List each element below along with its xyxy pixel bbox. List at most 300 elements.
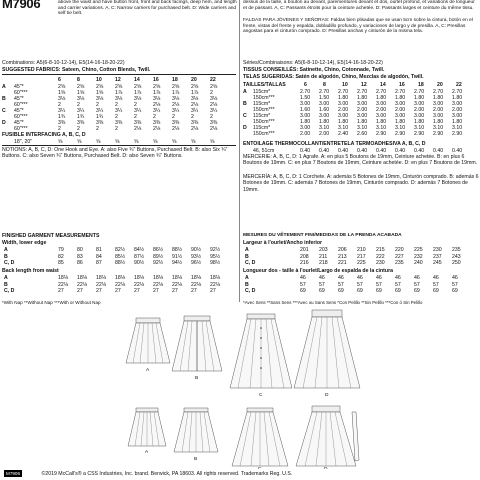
table-cell: 2 [210, 90, 213, 96]
size-header-cell: 14 [380, 82, 386, 88]
table-cell: 95½ [210, 253, 221, 260]
table-cell: 2⅝ [115, 84, 123, 90]
row-view: B [4, 281, 8, 288]
row-width: 115cm* [253, 113, 271, 119]
table-cell: 22⅛ [77, 281, 88, 288]
table-cell: 18⅛ [58, 275, 69, 281]
table-cell: 27 [115, 288, 121, 294]
table-cell: 18⅛ [96, 275, 107, 281]
table-cell: 225 [414, 247, 423, 253]
table-cell: 3.00 [300, 113, 311, 119]
table-cell: 2.60 [357, 131, 368, 137]
table-cell: 227 [395, 253, 404, 260]
table-cell: ⅝ [153, 139, 158, 145]
size-header-cell: 8 [323, 82, 326, 88]
table-cell: 2⅝ [210, 84, 218, 90]
table-cell: 3⅜ [77, 120, 85, 126]
table-cell: 69 [319, 288, 325, 294]
view-label: A [145, 450, 149, 455]
table-cell: 2 [96, 102, 99, 108]
table-cell: 2 [210, 114, 213, 120]
table-cell: 3.00 [319, 113, 330, 119]
table-cell: 1⅞ [172, 90, 180, 96]
table-cell: ⅝ [96, 139, 101, 145]
table-cell: 1.80 [395, 95, 406, 101]
table-cell: 18⅛ [77, 275, 88, 281]
table-cell: 82 [58, 253, 64, 260]
table-cell: 2 [77, 126, 80, 132]
table-cell: 46 [376, 275, 382, 281]
row-width: 150cm*** [253, 107, 275, 113]
table-cell: 2 [115, 114, 118, 120]
table-cell: 91½ [172, 253, 183, 260]
view-label: C [259, 393, 263, 398]
table-cell: 3⅛ [58, 96, 66, 102]
table-cell: 218 [319, 260, 328, 266]
table-cell: 0.40 [338, 148, 349, 154]
table-cell: 3.10 [395, 125, 406, 131]
view-a-back-drawing [128, 408, 166, 455]
table-cell: 2⅛ [191, 102, 199, 108]
finished-title-en: FINISHED GARMENT MEASUREMENTS [2, 233, 100, 239]
table-cell: 1.80 [376, 95, 387, 101]
table-cell: 1.60 [319, 107, 330, 113]
table-cell: 3.10 [338, 125, 349, 131]
table-cell: 3⅛ [153, 96, 161, 102]
table-cell: 2.70 [376, 89, 387, 95]
table-cell: 1⅞ [134, 90, 142, 96]
table-cell: 2⅛ [191, 126, 199, 132]
description-fr: dessus de la taille, à bouton au devant, parementures devant et dos, ourlet profond, et variations de longueur et de passant. A, C: Passants étroits pour la ceinture achetée. D: Passants larges et ceinture du même tissu. [243, 0, 475, 11]
table-cell: 18⅛ [134, 275, 145, 281]
table-cell: 1.80 [452, 119, 463, 125]
table-cell: 0.40 [433, 148, 444, 154]
table-cell: 3¼ [134, 108, 142, 114]
table-cell: 235 [452, 247, 461, 253]
table-cell: 1⅞ [115, 90, 123, 96]
table-cell: 18⅛ [115, 275, 126, 281]
table-cell: 225 [357, 260, 366, 266]
suggested-fabrics: SUGGESTED FABRICS: Sateen, Chino, Cotton Blends, Twill. [2, 67, 151, 73]
table-cell: 57 [300, 281, 306, 288]
view-label: B [195, 376, 199, 381]
row-view: A [245, 275, 249, 281]
table-cell: 1.60 [300, 107, 311, 113]
size-header-cell: 22 [210, 77, 216, 83]
view-label: A [146, 368, 150, 373]
table-cell: 2.00 [300, 131, 311, 137]
size-header-cell: 12 [115, 77, 121, 83]
table-cell: 206 [338, 247, 347, 253]
row-view: D [243, 125, 247, 131]
view-a-front-drawing [126, 318, 170, 373]
size-header-cell: 16 [399, 82, 405, 88]
mercerie: MERCERIE: A, B, C, D: 1 Agrafe. A: en plus 5 Boutons de 19mm, Ceinture achetée. B: en plus 6 Boutons de 19mm. C: en plus 7 Boutons de 19mm, Ceinture achetée. D: en plus 7 Boutons de 19mm. [243, 154, 478, 167]
table-cell: 2⅛ [210, 102, 218, 108]
table-cell: 2.70 [338, 89, 349, 95]
table-cell: 69 [395, 288, 401, 294]
table-cell: 27 [153, 288, 159, 294]
table-cell: 3.00 [357, 113, 368, 119]
table-cell: 2 [58, 102, 61, 108]
table-cell: 2⅝ [58, 84, 66, 90]
table-cell: 46 [319, 275, 325, 281]
row-width: 60"*** [14, 90, 28, 96]
table-cell: 3¼ [58, 108, 66, 114]
table-cell: 86½ [153, 247, 164, 253]
tie-belt-drawing [352, 412, 359, 461]
table-cell: 46 [300, 275, 306, 281]
table-cell: 46 [452, 275, 458, 281]
table-cell: 80 [77, 247, 83, 253]
table-cell: 203 [319, 247, 328, 253]
description-es: FALDAS PARA JÓVENES Y SEÑORAS: Faldas bien plisadas que se usan 5cm sobre la cintura, botón en el frente, vistas del frente y espalda, dobladillo profundo, y variaciones de largo y de presilla. A, C: Presillas angostas para el cinturón comprado. D: Presillas anchas y cinturón de la misma tela. [243, 18, 473, 35]
row-width: 46, 51cm [253, 148, 275, 154]
table-cell: 27 [77, 288, 83, 294]
table-cell: 2⅝ [153, 84, 161, 90]
table-cell: 88½ [115, 260, 126, 266]
table-cell: 22⅛ [172, 281, 183, 288]
table-cell: 3¼ [153, 108, 161, 114]
table-cell: 230 [433, 247, 442, 253]
row-width: 150cm*** [253, 95, 275, 101]
row-width: 150cm*** [253, 131, 275, 137]
size-header-cell: 20 [191, 77, 197, 83]
table-cell: 201 [300, 247, 309, 253]
table-cell: 82½ [115, 247, 126, 253]
size-label-fr: TAILLES/TALLAS [243, 82, 286, 88]
table-cell: 3.10 [433, 125, 444, 131]
row-width: 60"*** [14, 102, 28, 108]
table-cell: 2⅛ [210, 126, 218, 132]
entoilage-title: ENTOILAGE THERMOCOLLANT/ENTRETELA TERMOADHESIVA A, B, C, D [243, 141, 426, 147]
row-view: A [4, 247, 8, 253]
table-cell: 57 [376, 281, 382, 288]
table-cell: 3.00 [319, 101, 330, 107]
table-cell: 84 [96, 253, 102, 260]
table-cell: 2.70 [357, 89, 368, 95]
table-cell: 3.10 [319, 125, 330, 131]
table-cell: 81 [96, 247, 102, 253]
table-cell: 216 [300, 260, 309, 266]
table-cell: 18⅛ [191, 275, 202, 281]
table-cell: 245 [433, 260, 442, 266]
table-cell: 1⅝ [77, 90, 85, 96]
row-width: 18", 20" [14, 139, 33, 145]
size-header-cell: 12 [361, 82, 367, 88]
interfacing-title-en: FUSIBLE INTERFACING A, B, C, D [2, 132, 86, 138]
table-cell: 1.80 [376, 119, 387, 125]
table-cell: 87½ [134, 253, 145, 260]
table-cell: 1.80 [338, 119, 349, 125]
table-cell: 0.40 [452, 148, 463, 154]
width-lower-label: Width, lower edge [2, 240, 47, 246]
size-header-cell: 20 [437, 82, 443, 88]
row-view: C, D [4, 288, 15, 294]
table-cell: 3⅜ [172, 120, 180, 126]
table-cell: 2.90 [452, 131, 463, 137]
table-cell: 0.40 [376, 148, 387, 154]
table-cell: 2⅛ [134, 126, 142, 132]
table-cell: 3.00 [376, 101, 387, 107]
table-cell: 2 [153, 114, 156, 120]
table-cell: 2 [77, 102, 80, 108]
divider [2, 145, 236, 146]
pattern-number: M7906 [2, 0, 41, 11]
nap-note-en: *With Nap **Without Nap ***With or Without Nap [2, 300, 101, 305]
notions-en: NOTIONS: A, B, C, D: One Hook and Eye. A: also Five ¾" Buttons, Purchased Belt. B: also Six ¾" Buttons. C: also Seven ¾" Buttons, Purchased Belt. D: also Seven ¾" Buttons. [2, 147, 228, 160]
mesures-title: MESURES DU VÊTEMENT FINI/MEDIDAS DE LA PRENDA ACABADA [243, 233, 402, 238]
table-cell: 3¼ [115, 108, 123, 114]
row-width: 115cm* [253, 89, 271, 95]
table-cell: 3.00 [452, 113, 463, 119]
table-cell: 3⅛ [115, 96, 123, 102]
table-cell: 46 [338, 275, 344, 281]
table-cell: 92½ [153, 260, 164, 266]
table-cell: 57 [433, 281, 439, 288]
view-b-back-drawing [174, 408, 218, 462]
table-cell: 2⅛ [153, 126, 161, 132]
table-cell: 0.40 [357, 148, 368, 154]
view-c-front-drawing [230, 314, 292, 398]
table-cell: 3⅛ [77, 96, 85, 102]
table-cell: 0.40 [319, 148, 330, 154]
row-view: C [2, 108, 6, 114]
largeur-label: Largeur à l'ourlet/Ancho inferior [243, 240, 323, 246]
table-cell: 3⅜ [115, 120, 123, 126]
table-cell: 240 [414, 260, 423, 266]
size-header-cell: 14 [134, 77, 140, 83]
table-cell: 3.00 [395, 101, 406, 107]
size-header-cell: 10 [342, 82, 348, 88]
table-cell: 90½ [191, 247, 202, 253]
table-cell: 2 [115, 126, 118, 132]
footer-badge: M7906 [6, 471, 21, 477]
table-cell: 69 [300, 288, 306, 294]
table-cell: 94½ [172, 260, 183, 266]
table-cell: 2.00 [395, 107, 406, 113]
table-cell: 57 [395, 281, 401, 288]
table-cell: 90½ [134, 260, 145, 266]
table-cell: 2 [96, 126, 99, 132]
table-cell: 84½ [134, 247, 145, 253]
row-view: D [2, 120, 6, 126]
table-cell: 1¾ [96, 114, 104, 120]
view-d-front-drawing [294, 310, 360, 398]
row-view: A [4, 275, 8, 281]
row-width: 115cm* [253, 101, 271, 107]
table-cell: 57 [414, 281, 420, 288]
table-cell: 2.70 [414, 89, 425, 95]
table-cell: 221 [338, 260, 347, 266]
table-cell: 57 [452, 281, 458, 288]
table-cell: 18⅛ [153, 275, 164, 281]
table-cell: 57 [338, 281, 344, 288]
table-cell: 1.80 [300, 119, 311, 125]
table-cell: 1.80 [433, 95, 444, 101]
table-cell: 1.80 [319, 119, 330, 125]
table-cell: ⅝ [210, 139, 215, 145]
row-view: C, D [4, 260, 15, 266]
row-view: B [2, 96, 6, 102]
row-view: B [245, 281, 249, 288]
table-cell: 2.00 [433, 107, 444, 113]
telas-sugeridas: TELAS SUGERIDAS: Satén de algodón, Chino, Mezclas de algodón, Twill. [243, 74, 424, 80]
table-cell: 87 [96, 260, 102, 266]
technical-drawings [0, 300, 480, 470]
table-cell: 2.70 [395, 89, 406, 95]
table-cell: 46 [414, 275, 420, 281]
longueur-label: Longueur dos - taille à l'ourlet/Largo de espalda de la cintura [243, 268, 393, 274]
table-cell: 2.00 [338, 107, 349, 113]
table-cell: 215 [376, 247, 385, 253]
table-cell: 93½ [191, 253, 202, 260]
table-cell: 1.80 [357, 95, 368, 101]
table-cell: 232 [414, 253, 423, 260]
table-cell: 2 [58, 126, 61, 132]
column-divider [239, 0, 240, 302]
table-cell: 1.80 [338, 95, 349, 101]
table-cell: 69 [452, 288, 458, 294]
table-cell: 96½ [191, 260, 202, 266]
combinations-fr: Séries/Combinaisons: A5(6-8-10-12-14), E5(14-16-18-20-22) [243, 60, 383, 66]
table-cell: 2.00 [357, 107, 368, 113]
table-cell: 86 [77, 260, 83, 266]
table-cell: ⅝ [172, 139, 177, 145]
table-cell: 222 [376, 253, 385, 260]
table-cell: 3¼ [77, 108, 85, 114]
view-b-front-drawing [172, 316, 222, 381]
description-en: above the waist and have button front, front and back facings, deep hem, and length and carrier variations. A, C: Narrow carriers for purchased belt. D: Wide carriers and self tie belt. [58, 0, 237, 17]
size-header-cell: 16 [153, 77, 159, 83]
table-cell: 57 [319, 281, 325, 288]
table-cell: 3¼ [96, 108, 104, 114]
table-cell: 2⅝ [191, 84, 199, 90]
table-cell: 22⅛ [115, 281, 126, 288]
table-cell: 1⅞ [191, 90, 199, 96]
table-cell: 1.80 [433, 119, 444, 125]
table-cell: 3.00 [414, 113, 425, 119]
table-cell: 3.00 [357, 101, 368, 107]
table-cell: 3.00 [414, 101, 425, 107]
table-cell: 2.90 [376, 131, 387, 137]
table-cell: 3⅛ [134, 96, 142, 102]
table-cell: 3⅛ [172, 96, 180, 102]
table-cell: 1¾ [77, 114, 85, 120]
table-cell: 1.80 [395, 119, 406, 125]
table-cell: 3.10 [376, 125, 387, 131]
table-cell: 22⅛ [191, 281, 202, 288]
back-length-label: Back length from waist [2, 268, 59, 274]
table-cell: 3¼ [172, 108, 180, 114]
table-cell: 3.00 [433, 101, 444, 107]
table-cell: ⅝ [191, 139, 196, 145]
table-cell: 3.00 [338, 101, 349, 107]
table-cell: 27 [96, 288, 102, 294]
row-width: 45"* [14, 120, 24, 126]
table-cell: 3⅛ [96, 96, 104, 102]
table-cell: 27 [191, 288, 197, 294]
table-cell: 3.00 [300, 101, 311, 107]
table-cell: ⅝ [115, 139, 120, 145]
table-cell: 3.00 [452, 101, 463, 107]
table-cell: 1.80 [414, 119, 425, 125]
row-view: B [4, 253, 8, 260]
table-cell: 1⅝ [96, 90, 104, 96]
table-cell: 2.90 [414, 131, 425, 137]
table-cell: 46 [433, 275, 439, 281]
table-cell: 57 [357, 281, 363, 288]
size-header-cell: 6 [58, 77, 61, 83]
table-cell: 3⅛ [210, 96, 218, 102]
table-cell: 2.90 [433, 131, 444, 137]
table-cell: 3.00 [433, 113, 444, 119]
table-cell: 2.70 [452, 89, 463, 95]
table-cell: 2.70 [300, 89, 311, 95]
footer [0, 469, 480, 480]
table-cell: 1¾ [58, 114, 66, 120]
table-cell: 237 [433, 253, 442, 260]
table-cell: 3.00 [338, 113, 349, 119]
tissus-conseilles: TISSUS CONSEILLÉS: Satinette, Chino, Cotonnade, Twill. [243, 67, 385, 73]
combinations-en: Combinations: A5(6-8-10-12-14), E5(14-16-18-20-22) [2, 60, 125, 66]
size-header-cell: 18 [172, 77, 178, 83]
table-cell: 27 [172, 288, 178, 294]
table-cell: 1.50 [300, 95, 311, 101]
table-cell: 27 [134, 288, 140, 294]
table-cell: 1.50 [319, 95, 330, 101]
table-cell: 2⅛ [172, 102, 180, 108]
table-cell: 2.00 [414, 107, 425, 113]
row-width: 60"*** [14, 126, 28, 132]
size-header-cell: 6 [304, 82, 307, 88]
table-cell: 27 [210, 288, 216, 294]
table-cell: 2⅛ [153, 102, 161, 108]
table-cell: 3⅜ [58, 120, 66, 126]
table-cell: 3.00 [376, 113, 387, 119]
table-cell: 1⅝ [58, 90, 66, 96]
table-cell: 22⅛ [210, 281, 221, 288]
table-cell: 3⅛ [191, 96, 199, 102]
size-header-cell: 10 [96, 77, 102, 83]
row-view: C, D [245, 288, 256, 294]
view-label: D [325, 393, 329, 398]
table-cell: 230 [376, 260, 385, 266]
row-view: A [243, 89, 247, 95]
table-cell: 3.00 [395, 113, 406, 119]
table-cell: 2 [134, 102, 137, 108]
row-width: 150cm*** [253, 119, 275, 125]
row-width: 45"* [14, 84, 24, 90]
table-cell: 1.80 [414, 95, 425, 101]
table-cell: 2⅝ [172, 84, 180, 90]
table-cell: 2.00 [319, 131, 330, 137]
table-cell: 208 [300, 253, 309, 260]
table-cell: 2.00 [376, 107, 387, 113]
table-cell: 2.40 [338, 131, 349, 137]
table-cell: 2⅝ [77, 84, 85, 90]
table-cell: 92½ [210, 247, 221, 253]
table-cell: 88½ [172, 247, 183, 253]
row-view: A [2, 84, 6, 90]
row-width: 45"* [14, 96, 24, 102]
table-cell: 3⅜ [96, 120, 104, 126]
table-cell: 27 [58, 288, 64, 294]
table-cell: 69 [414, 288, 420, 294]
table-cell: 69 [433, 288, 439, 294]
row-width: 60"*** [14, 114, 28, 120]
row-width: 115cm* [253, 125, 271, 131]
